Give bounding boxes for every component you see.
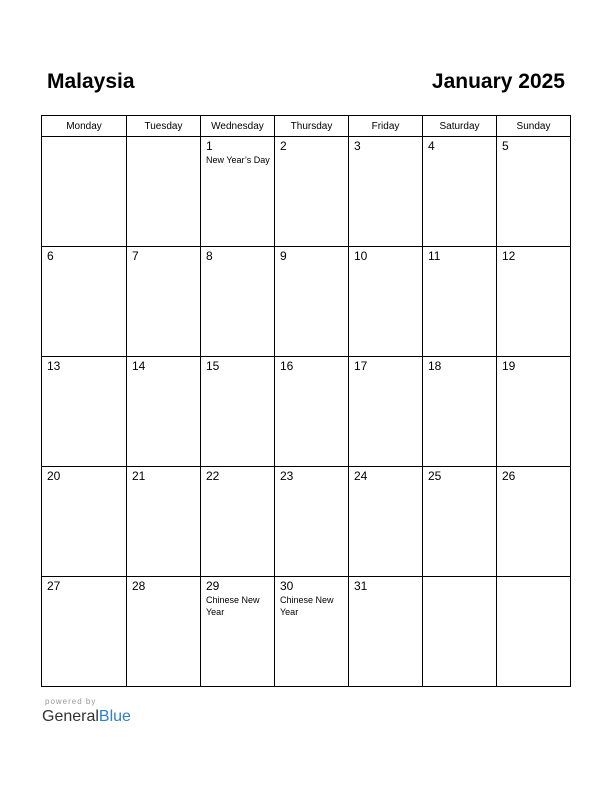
day-cell (275, 357, 349, 467)
day-number: 30 (280, 579, 294, 593)
day-cell (275, 467, 349, 577)
weekday-header: Saturday (423, 116, 497, 137)
day-cell (275, 247, 349, 357)
day-cell (201, 467, 275, 577)
day-cell (423, 577, 497, 687)
month-year-title: January 2025 (431, 70, 565, 93)
day-number: 24 (354, 469, 368, 483)
week-row (42, 137, 571, 247)
day-cell (497, 357, 571, 467)
day-number: 1 (206, 139, 213, 153)
day-cell (497, 577, 571, 687)
day-number: 26 (502, 469, 516, 483)
day-number: 8 (206, 249, 213, 263)
weekday-header-row (42, 116, 571, 137)
day-cell (42, 577, 127, 687)
day-cell (349, 137, 423, 247)
day-number: 20 (47, 469, 61, 483)
day-cell (423, 247, 497, 357)
day-number: 12 (502, 249, 516, 263)
week-row (42, 467, 571, 577)
day-cell (201, 357, 275, 467)
day-number: 16 (280, 359, 294, 373)
holiday-label: New Year’s Day (206, 155, 270, 165)
day-cell (275, 577, 349, 687)
day-cell (127, 577, 201, 687)
weekday-header: Wednesday (201, 116, 275, 137)
day-cell (127, 467, 201, 577)
day-number: 21 (132, 469, 146, 483)
country-title: Malaysia (47, 70, 135, 93)
holiday-label: Chinese New Year (206, 595, 260, 617)
day-cell (275, 137, 349, 247)
day-cell (497, 247, 571, 357)
generalblue-logo (42, 708, 131, 726)
day-number: 27 (47, 579, 61, 593)
day-number: 9 (280, 249, 287, 263)
weekday-header: Tuesday (127, 116, 201, 137)
day-number: 10 (354, 249, 368, 263)
day-number: 11 (428, 249, 441, 263)
day-number (42, 137, 126, 140)
day-cell (497, 137, 571, 247)
day-cell (42, 137, 127, 247)
day-number: 22 (206, 469, 220, 483)
day-number: 28 (132, 579, 146, 593)
day-number: 6 (47, 249, 54, 263)
day-cell (42, 467, 127, 577)
day-number: 19 (502, 359, 516, 373)
day-number: 15 (206, 359, 220, 373)
weekday-header: Thursday (275, 116, 349, 137)
day-number: 5 (502, 139, 509, 153)
logo-text-general: General (42, 708, 99, 725)
day-cell (201, 137, 275, 247)
week-row (42, 577, 571, 687)
day-cell (42, 247, 127, 357)
weekday-header: Friday (349, 116, 423, 137)
day-cell (423, 357, 497, 467)
day-cell (349, 247, 423, 357)
day-cell (497, 467, 571, 577)
day-cell (201, 577, 275, 687)
day-cell (127, 247, 201, 357)
day-number (423, 577, 496, 580)
day-number: 3 (354, 139, 361, 153)
day-cell (349, 467, 423, 577)
weekday-header: Monday (42, 116, 127, 137)
day-cell (201, 247, 275, 357)
day-number: 29 (206, 579, 220, 593)
day-number (127, 137, 200, 140)
day-number: 13 (47, 359, 61, 373)
day-cell (127, 357, 201, 467)
powered-by-text: powered by (45, 697, 97, 706)
day-cell (423, 467, 497, 577)
day-number: 17 (354, 359, 368, 373)
week-row (42, 357, 571, 467)
weekday-header: Sunday (497, 116, 571, 137)
calendar-grid (41, 115, 571, 687)
logo-text-blue: Blue (98, 708, 131, 725)
day-number: 4 (428, 139, 435, 153)
day-number: 2 (280, 139, 287, 153)
day-number: 23 (280, 469, 294, 483)
day-number: 18 (428, 359, 442, 373)
day-number: 31 (354, 579, 368, 593)
day-number: 7 (132, 249, 139, 263)
day-cell (349, 577, 423, 687)
week-row (42, 247, 571, 357)
day-cell (423, 137, 497, 247)
day-cell (127, 137, 201, 247)
holiday-label: Chinese New Year (280, 595, 334, 617)
day-number: 14 (132, 359, 146, 373)
day-cell (42, 357, 127, 467)
day-cell (349, 357, 423, 467)
day-number: 25 (428, 469, 442, 483)
day-number (497, 577, 570, 580)
